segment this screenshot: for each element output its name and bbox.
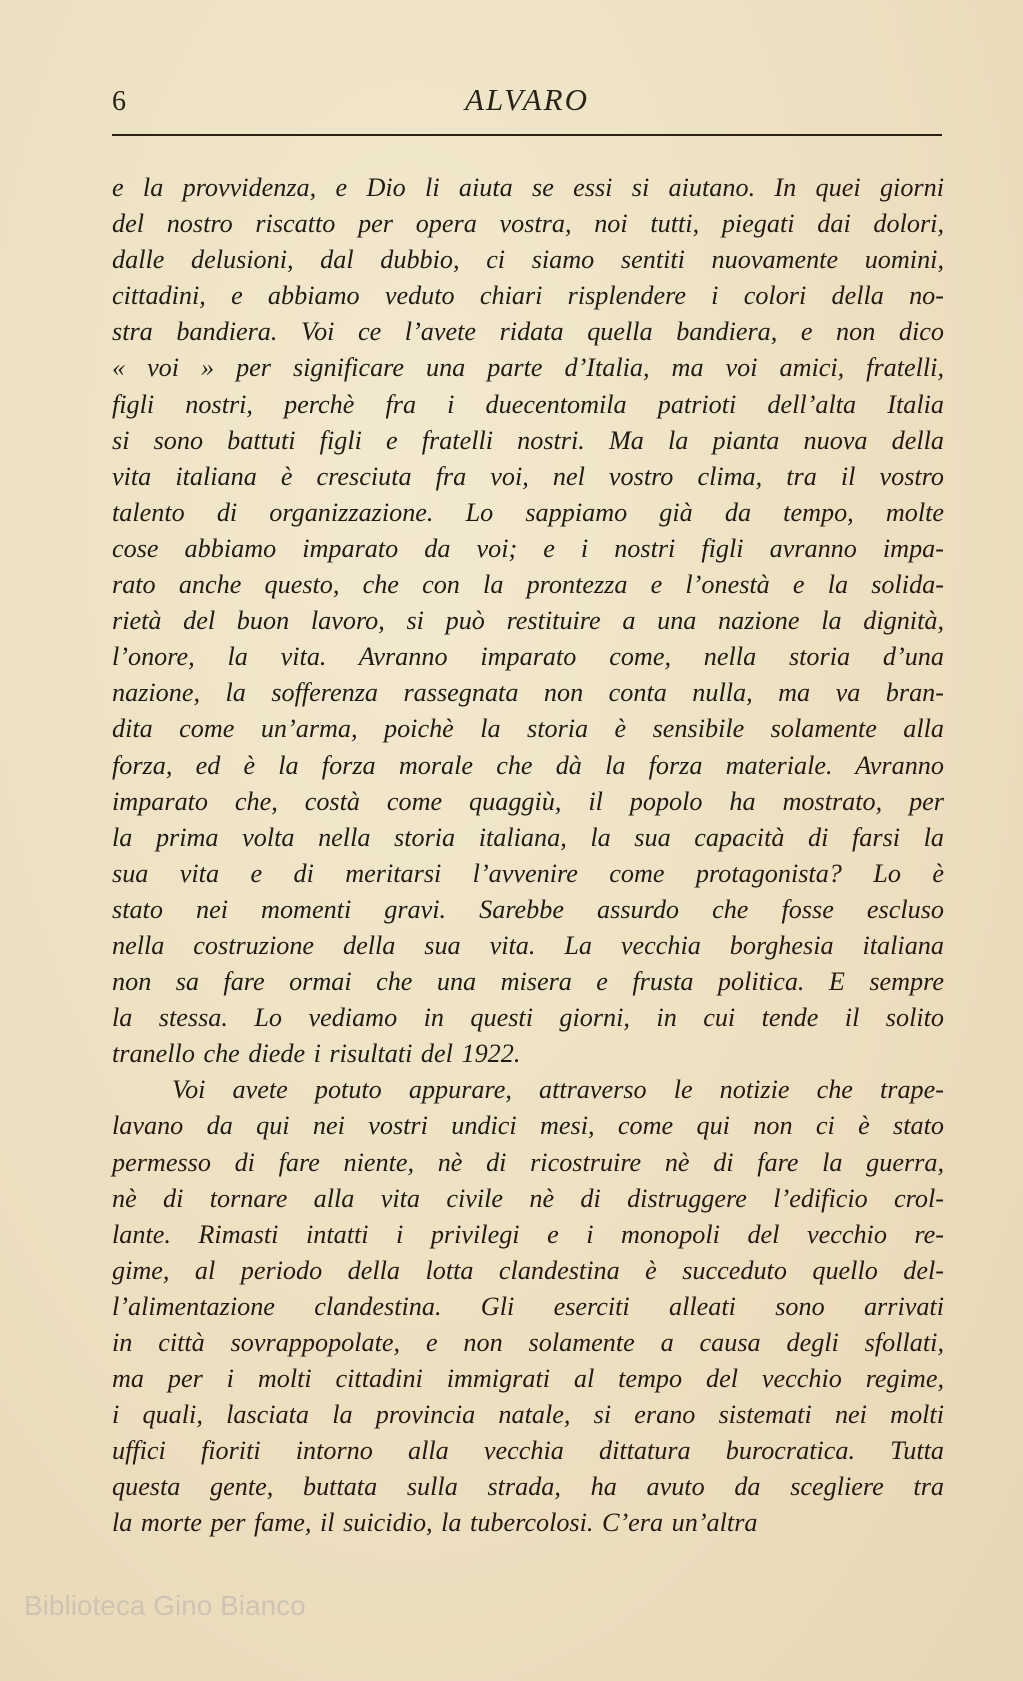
text-line: in città sovrappopolate, e non solamente a causa degli sfollati, (112, 1328, 944, 1357)
text-line: cose abbiamo imparato da voi; e i nostri figli avranno impa- (112, 533, 944, 563)
text-line: vita italiana è cresciuta fra voi, nel vostro clima, tra il vostro (112, 461, 944, 491)
text-line: imparato che, costà come quaggiù, il popolo ha mostrato, per (112, 786, 944, 816)
page-number: 6 (112, 86, 126, 117)
text-line: nazione, la sofferenza rassegnata non conta nulla, ma va bran- (112, 678, 944, 708)
text-line: stato nei momenti gravi. Sarebbe assurdo che fosse escluso (112, 894, 944, 924)
text-line: si sono battuti figli e fratelli nostri. Ma la pianta nuova della (112, 425, 944, 455)
text-line: l’onore, la vita. Avranno imparato come, nella storia d’una (112, 642, 944, 672)
text-line: dalle delusioni, dal dubbio, ci siamo sentiti nuovamente uomini, (112, 245, 944, 275)
text-line: dita come un’arma, poichè la storia è sensibile solamente alla (112, 714, 944, 744)
text-line: gime, al periodo della lotta clandestina è succeduto quello del- (112, 1255, 944, 1285)
running-head: ALVARO (465, 82, 589, 117)
text-line: « voi » per significare una parte d’Italia, ma voi amici, fratelli, (112, 353, 944, 383)
text-line: uffici fioriti intorno alla vecchia dittatura burocratica. Tutta (112, 1436, 944, 1466)
text-line: permesso di fare niente, nè di ricostruire nè di fare la guerra, (112, 1147, 944, 1177)
text-line: l’alimentazione clandestina. Gli eserciti alleati sono arrivati (112, 1291, 944, 1321)
text-line: rietà del buon lavoro, si può restituire a una nazione la dignità, (112, 606, 944, 636)
text-line: tranello che diede i risultati del 1922. (112, 1039, 521, 1069)
text-line: nella costruzione della sua vita. La vecchia borghesia italiana (112, 930, 944, 960)
page-header (112, 82, 942, 124)
text-line: stra bandiera. Voi ce l’avete ridata quella bandiera, e non dico (112, 317, 944, 347)
text-line: nè di tornare alla vita civile nè di distruggere l’edificio crol- (112, 1183, 944, 1213)
text-line: rato anche questo, che con la prontezza e l’onestà e la solida- (112, 570, 944, 600)
text-line: la prima volta nella storia italiana, la sua capacità di farsi la (112, 822, 944, 852)
text-line: la morte per fame, il suicidio, la tubercolosi. C’era un’altra (112, 1508, 758, 1538)
body-text (112, 170, 944, 1542)
text-line: lavano da qui nei vostri undici mesi, come qui non ci è stato (112, 1111, 944, 1141)
header-rule (112, 134, 942, 136)
text-line: talento di organizzazione. Lo sappiamo già da tempo, molte (112, 497, 944, 527)
paragraph (112, 1072, 944, 1541)
text-line: i quali, lasciata la provincia natale, si erano sistemati nei molti (112, 1400, 944, 1430)
text-line: sua vita e di meritarsi l’avvenire come protagonista? Lo è (112, 858, 944, 888)
text-line: non sa fare ormai che una misera e frusta politica. E sempre (112, 967, 944, 997)
text-line: questa gente, buttata sulla strada, ha avuto da scegliere tra (112, 1472, 944, 1502)
text-line: figli nostri, perchè fra i duecentomila patrioti dell’alta Italia (112, 389, 944, 419)
text-line: forza, ed è la forza morale che dà la forza materiale. Avranno (112, 750, 944, 780)
text-line: ma per i molti cittadini immigrati al tempo del vecchio regime, (112, 1364, 944, 1394)
text-line: del nostro riscatto per opera vostra, noi tutti, piegati dai dolori, (112, 209, 944, 239)
text-line: Voi avete potuto appurare, attraverso le notizie che trape- (172, 1075, 944, 1105)
library-watermark: Biblioteca Gino Bianco (24, 1590, 306, 1621)
text-line: cittadini, e abbiamo veduto chiari risplendere i colori della no- (112, 281, 944, 311)
text-line: la stessa. Lo vediamo in questi giorni, in cui tende il solito (112, 1003, 944, 1033)
text-line: lante. Rimasti intatti i privilegi e i monopoli del vecchio re- (112, 1219, 944, 1249)
text-line: e la provvidenza, e Dio li aiuta se essi si aiutano. In quei giorni (112, 173, 944, 202)
paragraph (112, 170, 944, 1072)
